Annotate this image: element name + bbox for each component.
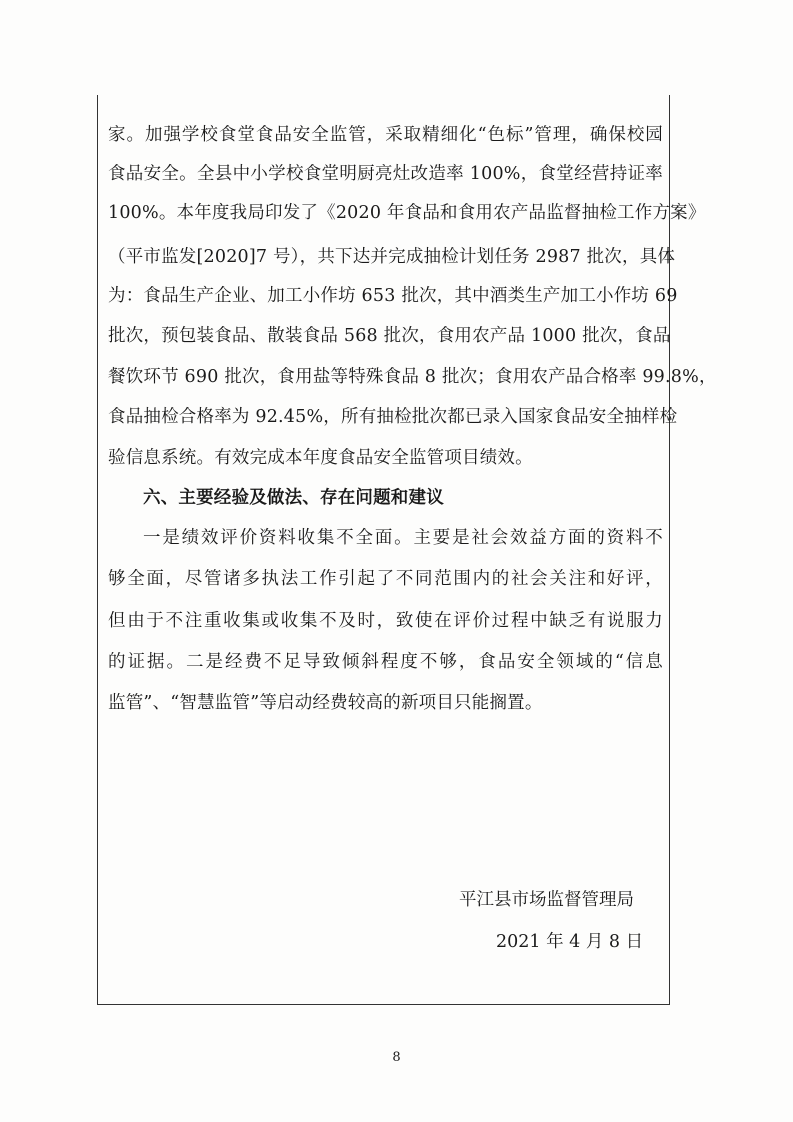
body-line-7: 餐饮环节 690 批次，食用盐等特殊食品 8 批次；食用农产品合格率 99.8%，	[108, 367, 717, 387]
body-line-6: 批次，预包装食品、散装食品 568 批次，食用农产品 1000 批次，食品	[108, 326, 671, 346]
signature-org: 平江县市场监督管理局	[459, 890, 634, 910]
section-heading: 六、主要经验及做法、存在问题和建议	[143, 488, 444, 508]
table-frame	[97, 95, 717, 1005]
body-line-5: 为：食品生产企业、加工小作坊 653 批次，其中酒类生产加工小作坊 69	[108, 286, 678, 306]
signature-date: 2021 年 4 月 8 日	[496, 932, 644, 952]
body-line-2: 食品安全。全县中小学校食堂明厨亮灶改造率 100%，食堂经营持证率	[108, 164, 663, 184]
body-line-3: 100%。本年度我局印发了《2020 年食品和食用农产品监督抽检工作方案》	[108, 203, 706, 223]
body-line-4: （平市监发[2020]7 号），共下达并完成抽检计划任务 2987 批次，具体	[108, 247, 676, 267]
page-number: 8	[392, 1050, 401, 1065]
section-line-3: 但由于不注重收集或收集不及时，致使在评价过程中缺乏有说服力	[108, 611, 663, 631]
body-line-1: 家。加强学校食堂食品安全监管，采取精细化“色标”管理，确保校园	[108, 125, 663, 145]
section-line-2: 够全面，尽管诸多执法工作引起了不同范围内的社会关注和好评，	[108, 569, 663, 589]
section-line-5: 监管”、“智慧监管”等启动经费较高的新项目只能搁置。	[108, 693, 543, 713]
section-line-4: 的证据。二是经费不足导致倾斜程度不够，食品安全领域的“信息	[108, 652, 663, 672]
body-line-9: 验信息系统。有效完成本年度食品安全监管项目绩效。	[108, 448, 533, 468]
body-line-8: 食品抽检合格率为 92.45%，所有抽检批次都已录入国家食品安全抽样检	[108, 407, 678, 427]
section-line-1: 一是绩效评价资料收集不全面。主要是社会效益方面的资料不	[143, 528, 663, 548]
